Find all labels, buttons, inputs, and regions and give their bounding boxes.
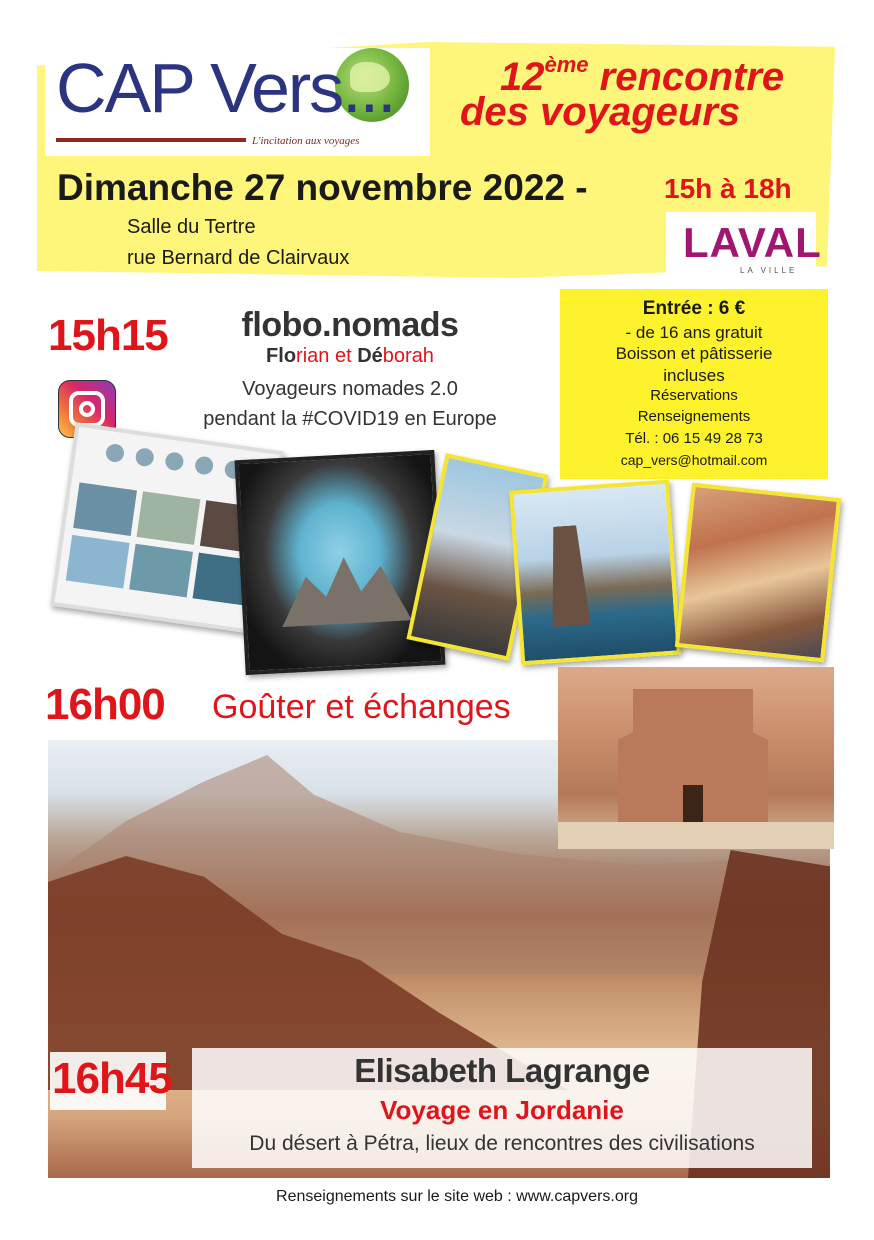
edition-rest: rencontre [588,55,785,99]
entry-phone: Tél. : 06 15 49 28 73 [625,430,763,447]
lucerne-tower-photo [509,480,681,666]
feed-story-dot [164,451,184,471]
dolomites-cave-photo [235,450,446,675]
entry-price: Entrée : 6 € [642,298,746,319]
talk2-time: 16h45 [52,1054,172,1103]
instagram-icon-lens [79,401,95,417]
footer-info: Renseignements sur le site web : www.capvers.org [276,1188,638,1205]
break-time: 16h00 [45,680,165,729]
feed-tile [66,535,130,589]
talk1-time: 15h15 [48,311,168,360]
talk1-names [200,345,500,368]
edition-subtitle: des voyageurs [460,90,741,134]
name-part: borah [382,345,434,367]
edition-suffix: ème [544,52,589,77]
talk2-title: Voyage en Jordanie [380,1095,624,1125]
feed-story-dot [135,447,155,467]
talk2-description: Du désert à Pétra, lieux de rencontres des civilisations [249,1132,755,1155]
logo-rule [56,138,246,142]
city-logo-sub: LA VILLE [740,266,798,275]
petra-ground [558,822,834,849]
petra-door [683,785,703,825]
break-label: Goûter et échanges [212,688,511,726]
edition-number: 12 [500,55,545,99]
entry-line: - de 16 ans gratuit [625,323,763,342]
name-part: rian et [296,345,358,367]
entry-line: incluses [663,366,725,385]
feed-story-dot [105,443,125,463]
mountain-peaks [279,550,412,627]
logo-text: CAP Vers... [56,49,395,127]
venue-street: rue Bernard de Clairvaux [127,247,350,269]
event-time-range: 15h à 18h [664,173,792,204]
city-logo: LAVAL [683,219,822,266]
coastal-village-photo [675,483,841,663]
event-date: Dimanche 27 novembre 2022 - [57,167,588,208]
feed-tile [137,491,201,545]
venue-name: Salle du Tertre [127,216,256,238]
petra-monastery-photo [558,667,834,849]
logo-tagline: L'incitation aux voyages [252,135,360,147]
tower-shape [546,525,591,627]
name-part: Flo [266,345,297,367]
talk1-title: flobo.nomads [241,306,459,344]
feed-tile [129,544,193,598]
entry-line: Renseignements [637,408,751,425]
talk2-speaker: Elisabeth Lagrange [354,1052,650,1089]
feed-story-dot [194,455,214,475]
name-part: Dé [357,345,383,367]
talk1-description-1: Voyageurs nomades 2.0 [242,378,458,400]
talk1-description-2: pendant la #COVID19 en Europe [203,408,497,430]
entry-email: cap_vers@hotmail.com [620,452,768,468]
entry-line: Boisson et pâtisserie [615,344,773,363]
entry-line: Réservations [650,387,738,404]
feed-tile [73,482,137,536]
